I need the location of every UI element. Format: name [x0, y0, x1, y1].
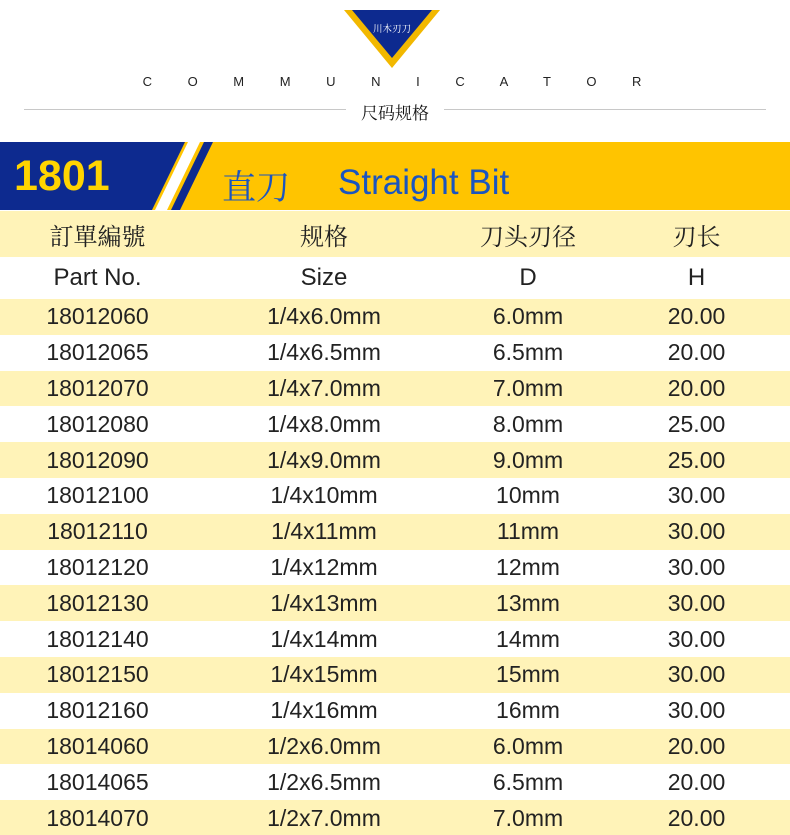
cell-part-no: 18012080: [46, 410, 149, 437]
cell-part-no: 18014060: [46, 732, 149, 759]
cell-length: 20.00: [667, 339, 726, 366]
table-row: [0, 550, 790, 586]
table-row: [0, 800, 790, 835]
cell-diameter: 13mm: [496, 589, 560, 616]
table-row: [0, 693, 790, 729]
table-row: [0, 764, 790, 800]
cell-diameter: 16mm: [496, 697, 560, 724]
header-size: Size: [300, 264, 348, 291]
cell-part-no: 18012060: [46, 303, 149, 330]
cell-length: 30.00: [667, 697, 726, 724]
logo-text: 川木刃刀: [372, 24, 412, 35]
cell-size: 1/4x7.0mm: [267, 374, 381, 401]
cell-part-no: 18012130: [46, 589, 149, 616]
cell-diameter: 9.0mm: [492, 446, 564, 473]
cell-diameter: 6.0mm: [492, 303, 564, 330]
header-size-cn: 规格: [300, 223, 348, 251]
cell-size: 1/4x13mm: [270, 589, 378, 616]
header-diameter-cn: 刀头刃径: [480, 223, 576, 251]
cell-length: 30.00: [667, 625, 726, 652]
table-row: [0, 478, 790, 514]
cell-size: 1/2x6.5mm: [267, 768, 381, 795]
cell-part-no: 18012110: [47, 518, 148, 545]
cell-length: 20.00: [667, 804, 726, 831]
cell-size: 1/2x6.0mm: [267, 732, 381, 759]
brand-logo: [344, 8, 440, 70]
cell-size: 1/4x10mm: [270, 482, 378, 509]
table-row: [0, 621, 790, 657]
cell-diameter: 10mm: [496, 482, 560, 509]
cell-part-no: 18012140: [46, 625, 149, 652]
model-number: 1801: [14, 152, 110, 200]
cell-diameter: 7.0mm: [492, 374, 564, 401]
table-row: [0, 657, 790, 693]
cell-size: 1/4x6.0mm: [267, 303, 381, 330]
table-row: [0, 514, 790, 550]
cell-length: 30.00: [667, 661, 726, 688]
cell-part-no: 18012090: [46, 446, 149, 473]
cell-length: 25.00: [667, 410, 726, 437]
cell-part-no: 18012150: [46, 661, 149, 688]
table-row: [0, 442, 790, 478]
cell-size: 1/4x11mm: [271, 518, 377, 545]
cell-diameter: 15mm: [496, 661, 560, 688]
divider-left: [24, 109, 346, 110]
cell-size: 1/4x16mm: [270, 697, 378, 724]
cell-diameter: 8.0mm: [492, 410, 564, 437]
header-diameter: D: [519, 264, 537, 291]
cell-length: 20.00: [667, 303, 726, 330]
header-part-no-cn: 訂單編號: [49, 223, 146, 251]
header-length-cn: 刃长: [672, 223, 721, 251]
table-body: [0, 299, 790, 835]
cell-size: 1/4x12mm: [270, 553, 378, 580]
spec-table: [0, 211, 790, 835]
cell-size: 1/2x7.0mm: [267, 804, 381, 831]
cell-length: 30.00: [667, 482, 726, 509]
cell-diameter: 6.5mm: [492, 339, 564, 366]
cell-diameter: 6.0mm: [492, 732, 564, 759]
table-row: [0, 299, 790, 335]
tagline: C O M M U N I C A T O R: [142, 74, 658, 89]
table-row: [0, 406, 790, 442]
cell-length: 30.00: [667, 518, 726, 545]
cell-part-no: 18012065: [46, 339, 149, 366]
header-length: H: [687, 264, 706, 291]
product-title-en: Straight Bit: [338, 163, 510, 202]
cell-diameter: 6.5mm: [492, 768, 564, 795]
table-row: [0, 585, 790, 621]
cell-size: 1/4x8.0mm: [267, 410, 381, 437]
cell-part-no: 18012070: [46, 374, 149, 401]
cell-length: 30.00: [667, 553, 726, 580]
section-title: 尺码规格: [361, 104, 429, 123]
cell-length: 20.00: [667, 374, 726, 401]
cell-diameter: 12mm: [496, 553, 560, 580]
table-row: [0, 729, 790, 765]
cell-part-no: 18012160: [46, 697, 149, 724]
cell-diameter: 14mm: [496, 625, 560, 652]
brand-header: [0, 0, 790, 140]
divider-right: [444, 109, 766, 110]
cell-size: 1/4x14mm: [270, 625, 378, 652]
table-row: [0, 335, 790, 371]
cell-length: 30.00: [667, 589, 726, 616]
cell-diameter: 7.0mm: [492, 804, 564, 831]
cell-length: 20.00: [667, 768, 726, 795]
cell-part-no: 18012100: [46, 482, 149, 509]
cell-diameter: 11mm: [496, 518, 560, 545]
header-row-cn: [0, 211, 790, 257]
cell-part-no: 18014065: [46, 768, 149, 795]
cell-size: 1/4x9.0mm: [267, 446, 381, 473]
table-row: [0, 371, 790, 407]
product-title-cn: 直刀: [222, 169, 290, 207]
cell-size: 1/4x6.5mm: [267, 339, 381, 366]
cell-size: 1/4x15mm: [270, 661, 378, 688]
header-part-no: Part No.: [53, 264, 142, 291]
cell-length: 20.00: [667, 732, 726, 759]
cell-part-no: 18014070: [46, 804, 149, 831]
header-row-en: [0, 257, 790, 299]
cell-length: 25.00: [667, 446, 726, 473]
cell-part-no: 18012120: [46, 553, 149, 580]
